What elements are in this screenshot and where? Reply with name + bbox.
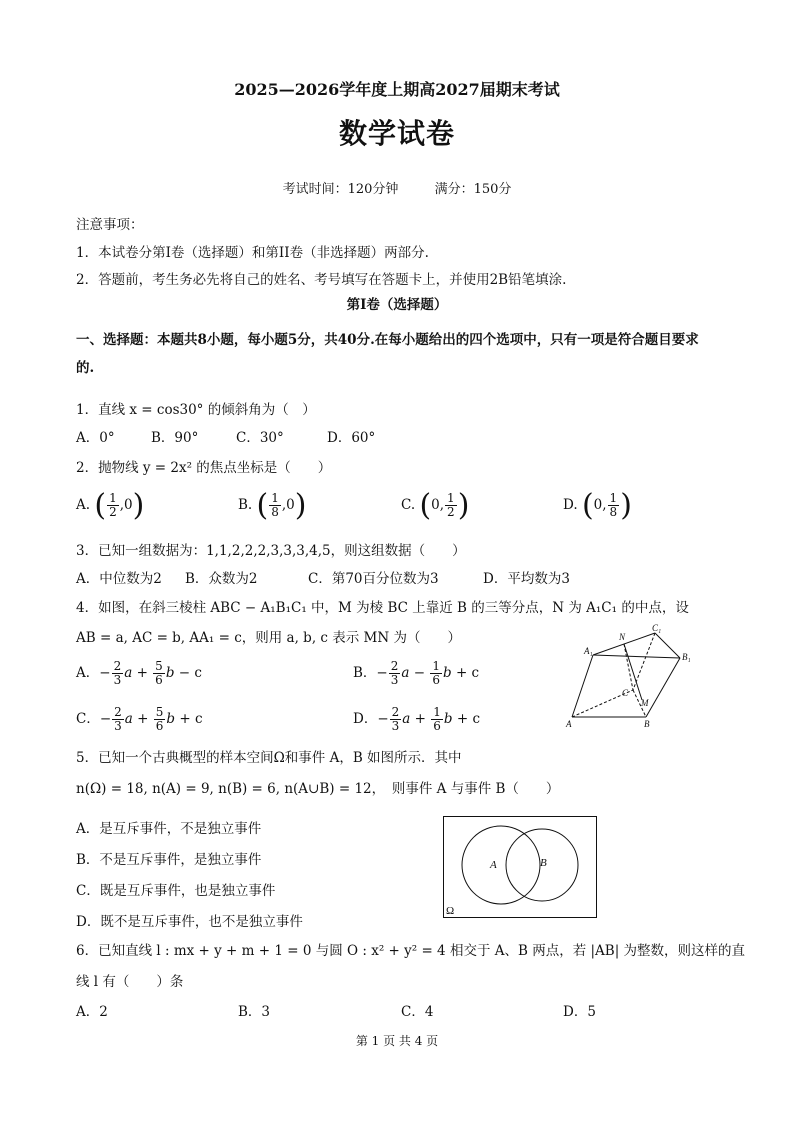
venn-sample-space (444, 817, 597, 918)
q3-option-b: B．众数为2 (185, 571, 258, 587)
venn-diagram (443, 816, 598, 919)
exam-info (0, 178, 794, 197)
edge-aa1 (572, 655, 593, 717)
label-n: N (619, 632, 626, 642)
subject-title: 数学试卷 (338, 117, 455, 150)
q6-option-c: C．4 (401, 1004, 434, 1020)
venn-label-omega: Ω (446, 905, 455, 917)
notice-heading: 注意事项： (76, 217, 144, 233)
q5-option-c: C．既是互斥事件，也是独立事件 (76, 883, 276, 899)
q5-stem-line1: 5．已知一个古典概型的样本空间Ω和事件 A，B 如图所示．其中 (76, 750, 462, 766)
edge-cc1 (633, 633, 655, 690)
full-score: 满分：150分 (434, 182, 512, 197)
prism-figure (560, 620, 700, 735)
q5-option-b: B．不是互斥事件，是独立事件 (76, 852, 262, 868)
venn-label-a: A (490, 859, 497, 871)
exam-time: 考试时间：120分钟 (282, 182, 399, 197)
q3-option-c: C．第70百分位数为3 (308, 571, 439, 587)
q3-option-a: A．中位数为2 (76, 571, 162, 587)
q1-stem: 1．直线 x = cos30° 的倾斜角为（ ） (76, 402, 316, 418)
q4-stem-line2: AB = a, AC = b, AA₁ = c，则用 a, b, c 表示 MN 为（ ） (76, 630, 461, 646)
q3-stem: 3．已知一组数据为：1,1,2,2,2,3,3,3,4,5，则这组数据（ ） (76, 543, 466, 559)
q5-stem-line2: n(Ω) = 18, n(A) = 9, n(B) = 6, n(A∪B) = 12， 则事件 A 与事件 B（ ） (76, 781, 560, 797)
part-instructions: 一、选择题：本题共8小题，每小题5分，共40分.在每小题给出的四个选项中，只有一项是符合题目要求的. (76, 332, 699, 376)
q2-option-b: B. ( $\frac{1}{8}$ ,0) (238, 488, 307, 523)
venn-circle-a (462, 826, 540, 904)
label-c1: C₁ (652, 623, 662, 633)
edge-bb1 (646, 658, 680, 717)
q2-option-c: C. (0, $\frac{1}{2}$ ) (401, 488, 470, 523)
q4-option-a: A．− $\frac{2}{3}$ a + $\frac{5}{6}$ b − c (76, 659, 202, 687)
notice-item-2: 2．答题前，考生务必先将自己的姓名、考号填写在答题卡上，并使用2B铅笔填涂. (76, 272, 567, 288)
q1-option-b: B．90° (151, 430, 199, 446)
q1-option-a: A．0° (76, 430, 115, 446)
q6-option-a: A．2 (76, 1004, 108, 1020)
q4-option-d: D．− $\frac{2}{3}$ a + $\frac{1}{6}$ b + c (353, 705, 481, 733)
q4-stem-line1: 4．如图，在斜三棱柱 ABC − A₁B₁C₁ 中，M 为棱 BC 上靠近 B 的三等分点，N 为 A₁C₁ 的中点，设 (76, 600, 689, 616)
label-b: B (644, 719, 650, 729)
exam-title: 2025—2026学年度上期高2027届期末考试 (234, 80, 560, 99)
label-a1: A₁ (584, 646, 593, 656)
q5-option-d: D．既不是互斥事件，也不是独立事件 (76, 914, 303, 930)
label-b1: B₁ (682, 652, 691, 662)
label-a: A (566, 719, 572, 729)
page-footer: 第 1 页 共 4 页 (355, 1034, 439, 1048)
q1-option-c: C．30° (236, 430, 284, 446)
notice-item-1: 1．本试卷分第I卷（选择题）和第II卷（非选择题）两部分. (76, 245, 429, 261)
edge-a1b1 (593, 655, 680, 658)
label-c: C (622, 688, 629, 698)
q6-option-b: B．3 (238, 1004, 271, 1020)
q6-option-d: D．5 (563, 1004, 596, 1020)
q5-option-a: A．是互斥事件，不是独立事件 (76, 821, 262, 837)
q2-option-a: A. ( $\frac{1}{2}$ ,0) (76, 488, 145, 523)
q6-stem-line2: 线 l 有（ ）条 (76, 974, 184, 990)
venn-label-b: B (540, 857, 547, 869)
q2-stem: 2．抛物线 y = 2x² 的焦点坐标是（ ） (76, 460, 332, 476)
q3-option-d: D．平均数为3 (483, 571, 570, 587)
q4-option-b: B．− $\frac{2}{3}$ a − $\frac{1}{6}$ b + c (353, 659, 480, 687)
label-m: M (641, 698, 649, 708)
edge-c1b1 (655, 633, 680, 658)
q4-option-c: C．− $\frac{2}{3}$ a + $\frac{5}{6}$ b + c (76, 705, 203, 733)
q6-stem-line1: 6．已知直线 l : mx + y + m + 1 = 0 与圆 O : x² + y² = 4 相交于 A、B 两点，若 |AB| 为整数，则这样的直 (76, 943, 746, 959)
section-title: 第I卷（选择题） (346, 297, 448, 313)
q2-option-d: D. (0, $\frac{1}{8}$ ) (563, 488, 632, 523)
q1-option-d: D．60° (327, 430, 376, 446)
